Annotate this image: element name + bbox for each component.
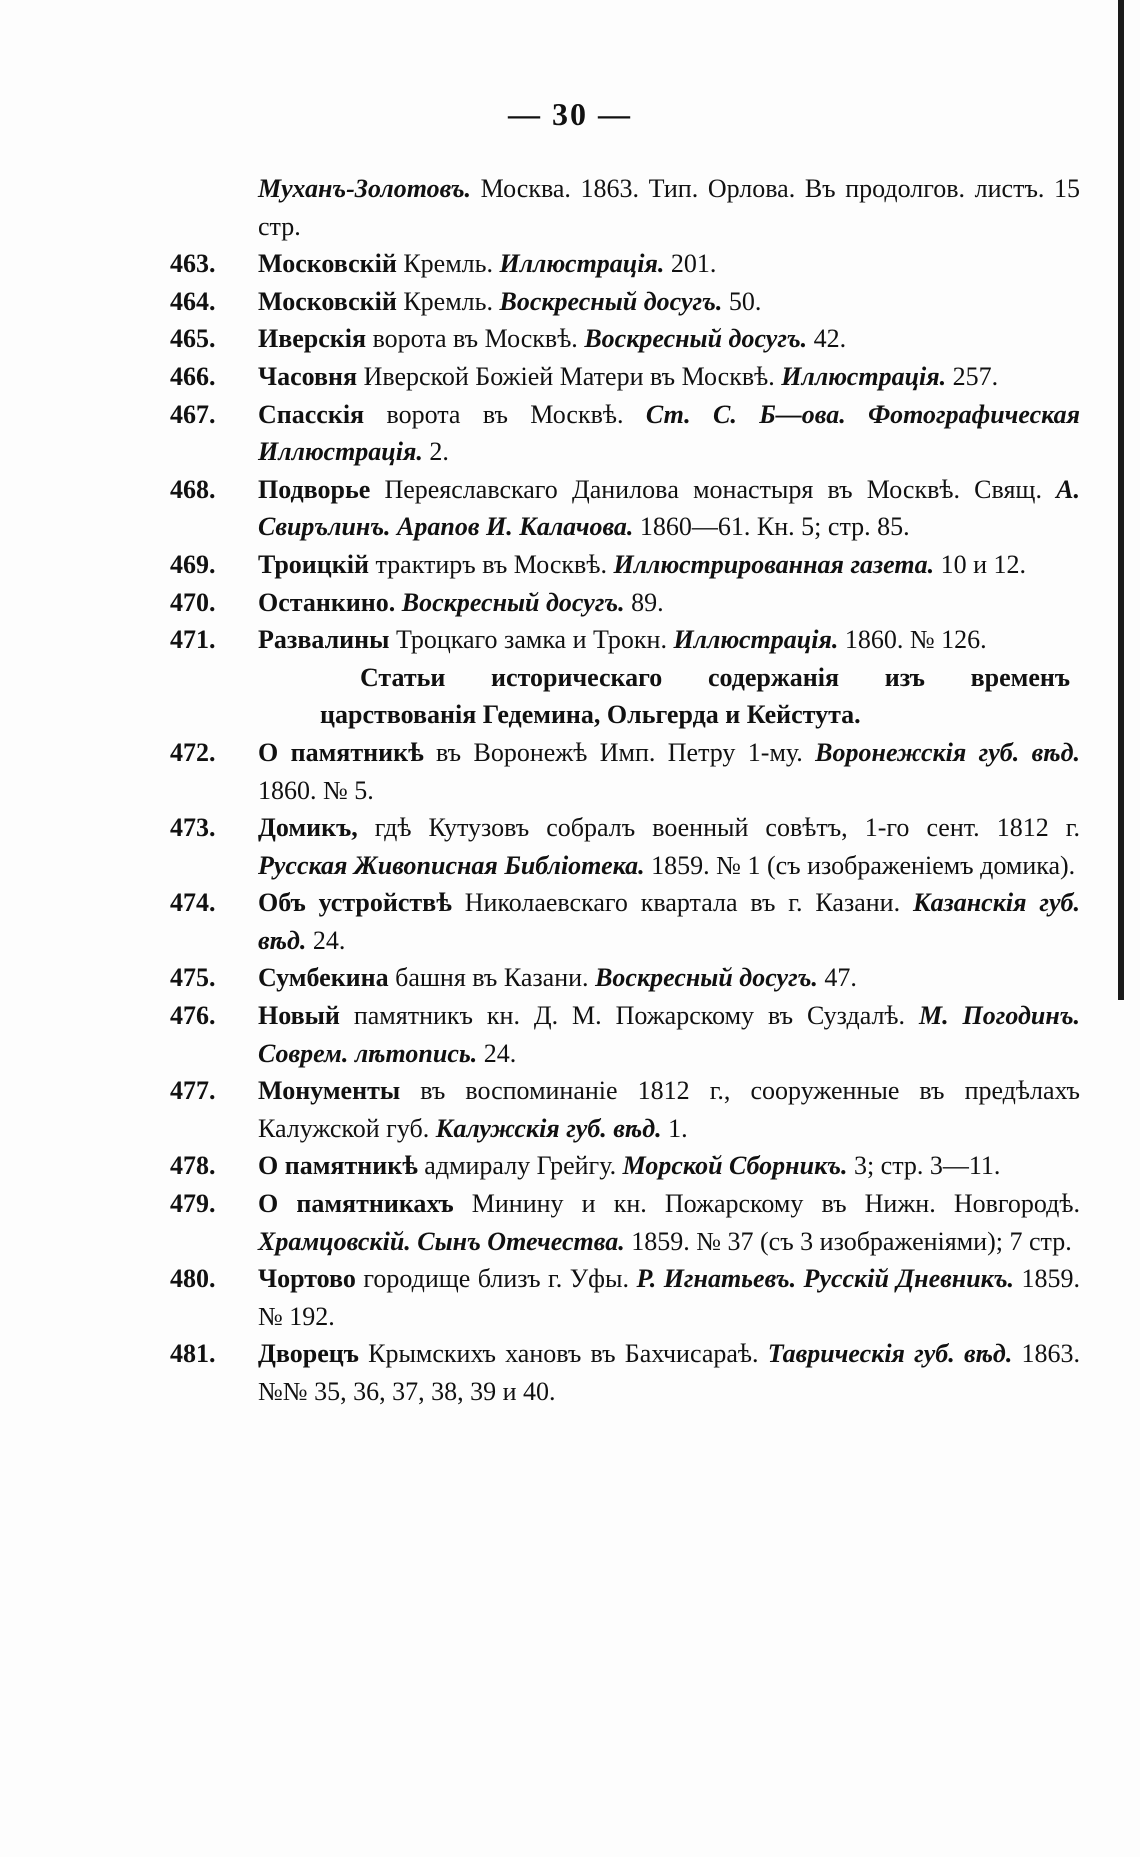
entry-source: Ст. С. Б—ова. Фотографическая Иллюстрація. [258, 399, 1081, 467]
entry-title: О памятникѣ [258, 737, 424, 767]
entry-text: Иверской Божіей Матери въ Москвѣ. [363, 361, 775, 391]
entry-number: 463. [170, 249, 216, 279]
entry-tail: 1863. №№ 35, 36, 37, 38, 39 и 40. [258, 1339, 1081, 1406]
entry-text: адмиралу Грейгу. [424, 1151, 617, 1181]
list-item [170, 283, 1080, 321]
list-item [170, 734, 1080, 809]
entry-text: гдѣ Кутузовъ собралъ военный совѣтъ, 1-го сент. 1812 г. [374, 813, 1081, 843]
entry-number: 477. [170, 1076, 216, 1106]
entry-title: Московскій [258, 249, 397, 279]
entry-number: 466. [170, 361, 216, 391]
entry-title: О памятникахъ [258, 1189, 454, 1219]
entry-title: Троицкій [258, 549, 369, 579]
entry-tail: 2. [429, 437, 449, 467]
entry-source: Воскресный досугъ. [499, 286, 723, 316]
lead-in-entry [170, 170, 1080, 245]
entry-number: 467. [170, 399, 216, 429]
list-item [170, 396, 1080, 471]
list-item [170, 1072, 1080, 1147]
entry-tail: 89. [631, 587, 664, 617]
entry-tail: 1859. № 37 (съ 3 изображеніями); 7 стр. [631, 1226, 1072, 1256]
entry-text: памятникъ кн. Д. М. Пожарскому въ Суздалѣ. [353, 1001, 906, 1031]
list-item [170, 1335, 1080, 1410]
entry-title: Подворье [258, 474, 371, 504]
list-item [170, 997, 1080, 1072]
list-item [170, 1260, 1080, 1335]
list-item [170, 320, 1080, 358]
entry-source: Воскресный досугъ. [401, 587, 625, 617]
entry-tail: 1859. № 192. [258, 1264, 1081, 1331]
entry-title: Объ устройствѣ [258, 888, 452, 918]
entry-source: Храмцовскій. Сынъ Отечества. [258, 1226, 625, 1256]
entry-title: О памятникѣ [258, 1151, 418, 1181]
entry-text: Николаевскаго квартала въ г. Казани. [464, 888, 901, 918]
entry-tail: 50. [728, 286, 762, 316]
entry-text: ворота въ Москвѣ. [386, 399, 624, 429]
entry-tail: 24. [312, 925, 346, 955]
entry-tail: 1860—61. Кн. 5; стр. 85. [639, 512, 910, 542]
entry-number: 475. [170, 963, 216, 993]
entry-source: Иллюстрація. [673, 625, 839, 655]
entry-source: А. Свирълинъ. Арапов И. Калачова. [258, 474, 1080, 542]
entry-tail: 47. [824, 963, 857, 993]
list-item [170, 546, 1080, 584]
entry-text: въ Воронежѣ Имп. Петру 1-му. [436, 737, 803, 767]
entry-title: Новый [258, 1001, 340, 1031]
entry-title: Сумбекина [258, 963, 389, 993]
list-item [170, 884, 1080, 959]
list-item [170, 959, 1080, 997]
entry-title: Дворецъ [258, 1339, 359, 1369]
entry-number: 478. [170, 1151, 216, 1181]
entry-tail: 1859. № 1 (съ изображеніемъ домика). [651, 850, 1076, 880]
entry-text: башня въ Казани. [395, 963, 589, 993]
entry-source: Таврическія губ. вѣд. [767, 1339, 1013, 1369]
entry-number: 476. [170, 1001, 216, 1031]
entry-number: 470. [170, 587, 216, 617]
entry-source: Иллюстрація. [499, 249, 665, 279]
section-heading: Статьи историческаго содержанія изъ временъ царствованія Гедемина, Ольгерда и Кейстута. [320, 662, 1070, 730]
entry-text: Минину и кн. Пожарскому въ Нижн. Новгородѣ. [471, 1189, 1081, 1219]
entry-number: 465. [170, 324, 216, 354]
entry-source: Р. Игнатьевъ. Русскій Дневникъ. [636, 1264, 1015, 1294]
entry-tail: 1860. № 126. [844, 625, 987, 655]
entry-text: Кремль. [403, 286, 493, 316]
entry-source: М. Погодинъ. Соврем. лѣтопись. [258, 1001, 1081, 1068]
entry-tail: 201. [670, 249, 717, 279]
list-item [170, 809, 1080, 884]
entry-text: городище близъ г. Уфы. [363, 1264, 629, 1294]
entry-tail: 42. [813, 324, 847, 354]
entry-source: Казанскія губ. вѣд. [258, 888, 1080, 955]
entry-number: 479. [170, 1189, 216, 1219]
entry-source: Русская Живописная Библіотека. [258, 850, 645, 880]
lead-in-author: Муханъ-Золотовъ. [258, 174, 472, 203]
entry-title: Спасскія [258, 399, 365, 429]
list-item [170, 358, 1080, 396]
entry-text: Переяславскаго Даниловa монастыря въ Москвѣ. Свящ. [384, 474, 1042, 504]
entry-source: Иллюстрація. [781, 361, 947, 391]
entry-title: Развалины [258, 625, 390, 655]
entry-title: Останкино. [258, 587, 396, 617]
list-item [170, 1147, 1080, 1185]
entry-tail: 257. [952, 361, 999, 391]
entry-title: Домикъ, [258, 813, 358, 843]
entry-number: 481. [170, 1339, 216, 1369]
entry-title: Монументы [258, 1076, 401, 1106]
entry-text: трактиръ въ Москвѣ. [375, 549, 607, 579]
list-item [170, 584, 1080, 622]
entry-text: Кремль. [403, 249, 493, 279]
entry-source: Воронежскія губ. вѣд. [815, 737, 1080, 767]
entry-number: 468. [170, 474, 216, 504]
entry-tail: 1. [668, 1113, 688, 1143]
entry-title: Московскій [258, 286, 397, 316]
entry-number: 472. [170, 737, 216, 767]
entry-text: Троцкаго замка и Трокн. [395, 625, 667, 655]
entry-title: Иверскія [258, 324, 367, 354]
list-item [170, 1185, 1080, 1260]
list-item [170, 471, 1080, 546]
entry-number: 464. [170, 286, 216, 316]
entry-source: Воскресный досугъ. [595, 963, 818, 993]
entry-number: 473. [170, 813, 216, 843]
entry-source: Калужскія губ. вѣд. [435, 1113, 662, 1143]
entry-number: 469. [170, 549, 216, 579]
entry-tail: 1860. № 5. [258, 775, 374, 805]
entry-title: Часовня [258, 361, 358, 391]
entry-tail: 24. [483, 1038, 517, 1068]
page-number: — 30 — [508, 96, 632, 132]
lead-in-text: Москва. 1863. Тип. Орлова. Въ продолгов. листъ. 15 стр. [258, 174, 1080, 241]
list-item [170, 245, 1080, 283]
entry-title: Чортово [258, 1264, 356, 1294]
entry-number: 480. [170, 1264, 216, 1294]
list-item [170, 621, 1080, 659]
entry-tail: 10 и 12. [940, 549, 1027, 579]
entry-number: 474. [170, 888, 216, 918]
entry-number: 471. [170, 625, 216, 655]
entry-source: Морской Сборникъ. [622, 1151, 848, 1181]
scan-edge-rule [1118, 0, 1124, 1000]
entry-text: въ воспоминаніе 1812 г., сооруженные въ предѣлахъ Калужской губ. [258, 1076, 1080, 1143]
entry-tail: 3; стр. 3—11. [853, 1151, 1001, 1181]
entry-source: Воскресный досугъ. [584, 324, 808, 354]
entry-text: Крымскихъ хановъ въ Бахчисараѣ. [368, 1339, 759, 1369]
bibliography-list [170, 170, 1080, 1411]
entry-source: Иллюстрированная газета. [613, 549, 935, 579]
entry-text: ворота въ Москвѣ. [372, 324, 578, 354]
